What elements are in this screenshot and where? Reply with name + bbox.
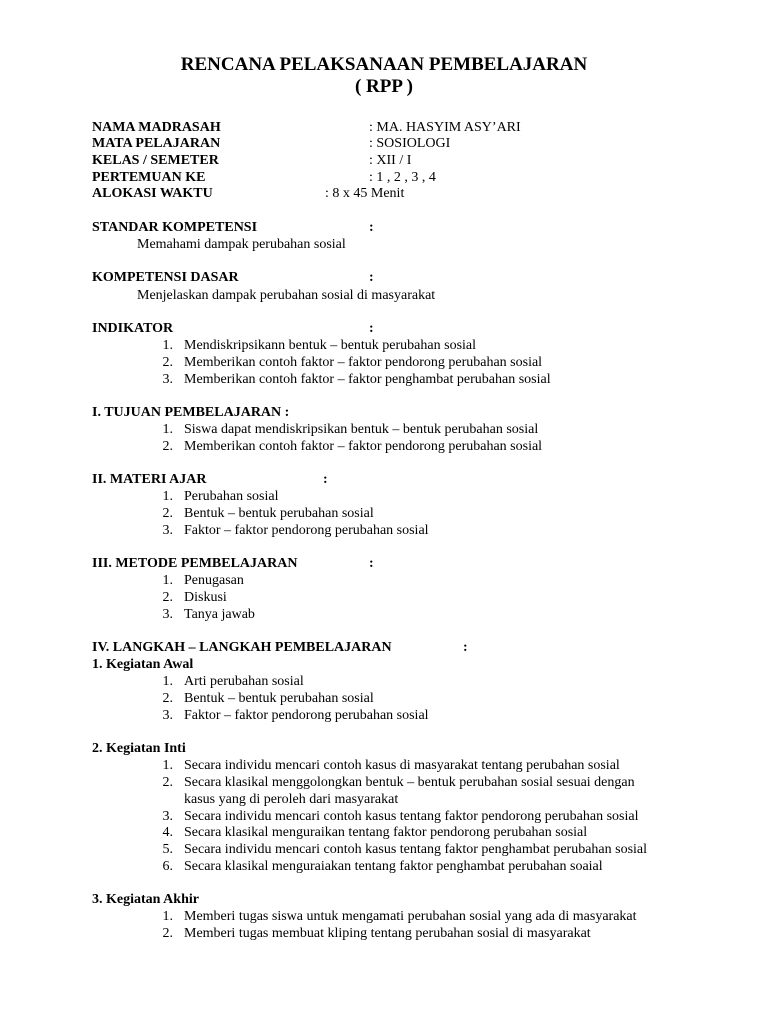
list-item: Memberikan contoh faktor – faktor penghambat perubahan sosial (184, 372, 551, 387)
list-number: 2. (162, 439, 173, 454)
list-number: 6. (162, 859, 173, 874)
document-subtitle: ( RPP ) (354, 76, 414, 97)
list-item: Secara individu mencari contoh kasus tentang faktor pendorong perubahan sosial (184, 809, 639, 824)
identity-label: MATA PELAJARAN (92, 136, 221, 151)
list-number: 3. (162, 607, 173, 622)
list-number: 2. (162, 926, 173, 941)
section-heading-indikator: INDIKATOR (92, 321, 174, 336)
list-item: Faktor – faktor pendorong perubahan sosial (184, 523, 429, 538)
list-number: 3. (162, 523, 173, 538)
identity-label: NAMA MADRASAH (92, 120, 221, 135)
list-item: Bentuk – bentuk perubahan sosial (184, 691, 374, 706)
list-item: Secara klasikal menguraiakan tentang faktor penghambat perubahan soaial (184, 859, 603, 874)
list-number: 2. (162, 691, 173, 706)
list-item: Memberi tugas membuat kliping tentang perubahan sosial di masyarakat (184, 926, 591, 941)
list-item: Siswa dapat mendiskripsikan bentuk – bentuk perubahan sosial (184, 422, 539, 437)
list-number: 1. (162, 909, 173, 924)
list-number: 3. (162, 372, 173, 387)
identity-value: : SOSIOLOGI (369, 136, 451, 151)
section-colon: : (369, 220, 374, 235)
section-colon: : (323, 472, 328, 487)
identity-value: : 1 , 2 , 3 , 4 (369, 170, 436, 185)
subsection-heading-inti: 2. Kegiatan Inti (92, 741, 186, 756)
list-number: 2. (162, 590, 173, 605)
subsection-heading-akhir: 3. Kegiatan Akhir (92, 892, 199, 907)
list-item: Secara individu mencari contoh kasus di masyarakat tentang perubahan sosial (184, 758, 620, 773)
identity-label: ALOKASI WAKTU (92, 186, 213, 201)
list-number: 1. (162, 758, 173, 773)
list-number: 1. (162, 674, 173, 689)
section-heading-standar: STANDAR KOMPETENSI (92, 220, 258, 235)
list-item: Memberikan contoh faktor – faktor pendorong perubahan sosial (184, 355, 543, 370)
list-item: Secara klasikal menguraikan tentang faktor pendorong perubahan sosial (184, 825, 588, 840)
section-text: Memahami dampak perubahan sosial (137, 237, 346, 252)
subsection-heading-awal: 1. Kegiatan Awal (92, 657, 194, 672)
list-number: 3. (162, 708, 173, 723)
list-item: Bentuk – bentuk perubahan sosial (184, 506, 374, 521)
list-item-continuation: kasus yang di peroleh dari masyarakat (184, 792, 399, 807)
section-heading-langkah: IV. LANGKAH – LANGKAH PEMBELAJARAN (92, 640, 392, 655)
section-heading-kompetensi: KOMPETENSI DASAR (92, 270, 239, 285)
list-number: 4. (162, 825, 173, 840)
identity-label: PERTEMUAN KE (92, 170, 206, 185)
section-heading-tujuan: I. TUJUAN PEMBELAJARAN : (92, 405, 290, 420)
list-number: 1. (162, 422, 173, 437)
list-item: Tanya jawab (184, 607, 255, 622)
section-heading-metode: III. METODE PEMBELAJARAN (92, 556, 298, 571)
list-item: Diskusi (184, 590, 227, 605)
list-item: Secara klasikal menggolongkan bentuk – bentuk perubahan sosial sesuai dengan (184, 775, 635, 790)
section-colon: : (369, 556, 374, 571)
section-colon: : (369, 270, 374, 285)
identity-value: : XII / I (369, 153, 412, 168)
section-text: Menjelaskan dampak perubahan sosial di masyarakat (137, 288, 436, 303)
section-colon: : (369, 321, 374, 336)
identity-label: KELAS / SEMETER (92, 153, 219, 168)
list-item: Arti perubahan sosial (184, 674, 304, 689)
list-number: 2. (162, 355, 173, 370)
section-heading-materi: II. MATERI AJAR (92, 472, 207, 487)
list-number: 2. (162, 775, 173, 790)
list-item: Faktor – faktor pendorong perubahan sosial (184, 708, 429, 723)
identity-value: : MA. HASYIM ASY’ARI (369, 120, 521, 135)
list-item: Mendiskripsikann bentuk – bentuk perubahan sosial (184, 338, 477, 353)
list-number: 1. (162, 489, 173, 504)
list-number: 1. (162, 338, 173, 353)
list-item: Penugasan (184, 573, 244, 588)
list-item: Perubahan sosial (184, 489, 279, 504)
list-number: 5. (162, 842, 173, 857)
document-title: RENCANA PELAKSANAAN PEMBELAJARAN (180, 54, 588, 75)
section-colon: : (463, 640, 468, 655)
list-number: 2. (162, 506, 173, 521)
identity-value: : 8 x 45 Menit (325, 186, 405, 201)
list-item: Memberikan contoh faktor – faktor pendorong perubahan sosial (184, 439, 543, 454)
list-number: 3. (162, 809, 173, 824)
list-number: 1. (162, 573, 173, 588)
list-item: Memberi tugas siswa untuk mengamati perubahan sosial yang ada di masyarakat (184, 909, 637, 924)
list-item: Secara individu mencari contoh kasus tentang faktor penghambat perubahan sosial (184, 842, 648, 857)
